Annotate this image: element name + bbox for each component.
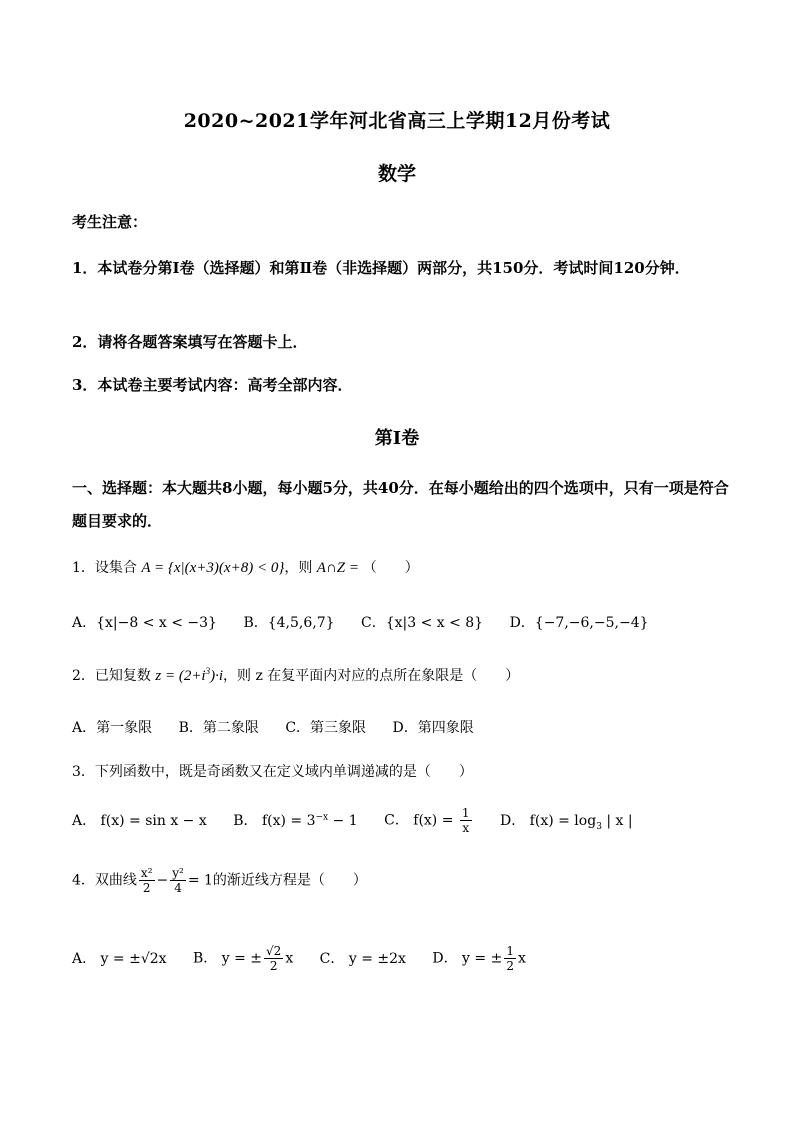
question-4-option-d-fraction [504, 944, 516, 973]
question-1-prefix: 1．设集合 [72, 560, 142, 576]
question-3-option-b-exponent: −x [315, 811, 329, 822]
question-3-option-b-text: B． f(x) = 3 [233, 812, 316, 829]
question-3-option-c-fraction [460, 806, 472, 835]
question-3-option-d [500, 810, 633, 832]
question-3-option-c-denominator: x [462, 821, 470, 835]
question-3-options [72, 806, 655, 835]
question-1-option-d: D．{−7,−6,−5,−4} [509, 615, 649, 631]
question-2-option-c: C．第三象限 [285, 720, 367, 736]
question-3-option-c-numerator: 1 [461, 806, 470, 820]
question-3-option-c-text: C． f(x) = [384, 812, 458, 829]
notice-item-1: 1．本试卷分第Ⅰ卷（选择题）和第Ⅱ卷（非选择题）两部分，共150分．考试时间120分钟． [72, 259, 690, 277]
question-4-option-b-fraction [264, 944, 283, 973]
question-1-option-c: C．{x|3 < x < 8} [360, 615, 484, 631]
notice-heading: 考生注意： [72, 213, 148, 231]
question-1-set-expression: A = {x|(x+3)(x+8) < 0} [141, 560, 285, 576]
question-2-option-b: B．第二象限 [178, 720, 259, 736]
question-4-fraction-x [139, 866, 155, 895]
question-4-option-b-numerator: √2 [266, 944, 282, 958]
question-4-option-d-prefix: D． y = ± [432, 950, 503, 967]
question-2-complex-expression [155, 668, 223, 684]
question-4-option-d-denominator: 2 [506, 959, 514, 973]
exam-subject: 数学 [377, 163, 416, 185]
volume-heading: 第Ⅰ卷 [374, 428, 420, 449]
question-2-exponent: 3 [205, 666, 211, 676]
question-3-option-a: A． f(x) = sin x − x [72, 812, 207, 829]
question-2-options [72, 717, 496, 737]
question-1-mid: ，则 [284, 560, 317, 576]
question-4 [72, 866, 367, 895]
question-4-option-b-denominator: 2 [269, 959, 278, 973]
question-4-option-d-suffix: x [517, 950, 526, 967]
question-1 [72, 557, 419, 577]
question-4-option-c: C． y = ±2x [319, 950, 406, 967]
question-2-option-d: D．第四象限 [392, 720, 474, 736]
question-4-fraction-y [170, 866, 186, 895]
question-4-fraction-y-denominator: 4 [174, 881, 182, 895]
question-3-option-b [233, 810, 357, 830]
question-1-intersection: A∩Z = [316, 560, 363, 576]
question-4-fraction-y-numerator: y² [172, 866, 184, 880]
exam-title: 2020~2021学年河北省高三上学期12月份考试 [183, 110, 611, 132]
question-3-option-d-log-base: 3 [596, 821, 602, 832]
question-2-expr-start: z = (2+i [155, 668, 206, 684]
question-3-option-c [384, 806, 473, 835]
question-4-prefix: 4．双曲线 [72, 872, 137, 889]
question-4-option-b [193, 944, 293, 973]
question-4-option-d-numerator: 1 [506, 944, 514, 958]
question-4-fraction-x-denominator: 2 [142, 881, 151, 895]
question-4-equals: = 1 [187, 872, 213, 889]
question-4-option-a: A． y = ±√2x [72, 950, 167, 967]
question-4-options [72, 944, 548, 973]
question-3-option-d-tail: | x | [601, 812, 633, 829]
question-4-suffix: 的渐近线方程是（ ） [212, 872, 367, 889]
question-2 [72, 665, 519, 685]
question-4-option-d [432, 944, 526, 973]
question-3-option-d-text: D． f(x) = log [500, 812, 597, 829]
question-1-options [72, 612, 671, 632]
question-3-option-b-tail: − 1 [328, 812, 358, 829]
question-4-minus: − [156, 872, 169, 889]
question-4-option-b-prefix: B． y = ± [193, 950, 263, 967]
section-instructions: 一、选择题：本大题共8小题，每小题5分，共40分．在每小题给出的四个选项中，只有一项是符合题目要求的． [72, 479, 729, 530]
question-3: 3．下列函数中，既是奇函数又在定义域内单调递减的是（ ） [72, 764, 473, 780]
question-2-suffix: ，则 z 在复平面内对应的点所在象限是（ ） [223, 668, 520, 684]
notice-item-3: 3．本试卷主要考试内容：高考全部内容． [72, 376, 353, 394]
question-4-fraction-x-numerator: x² [140, 866, 153, 880]
question-1-blank: （ ） [362, 560, 419, 576]
question-2-expr-end: )·i [210, 668, 224, 684]
question-1-option-a: A．{x|−8 < x < −3} [72, 615, 217, 631]
notice-item-2: 2．请将各题答案填写在答题卡上． [72, 333, 308, 351]
question-2-option-a: A．第一象限 [72, 720, 153, 736]
question-1-option-b: B．{4,5,6,7} [243, 615, 335, 631]
question-4-option-b-suffix: x [285, 950, 294, 967]
question-2-prefix: 2．已知复数 [72, 668, 156, 684]
